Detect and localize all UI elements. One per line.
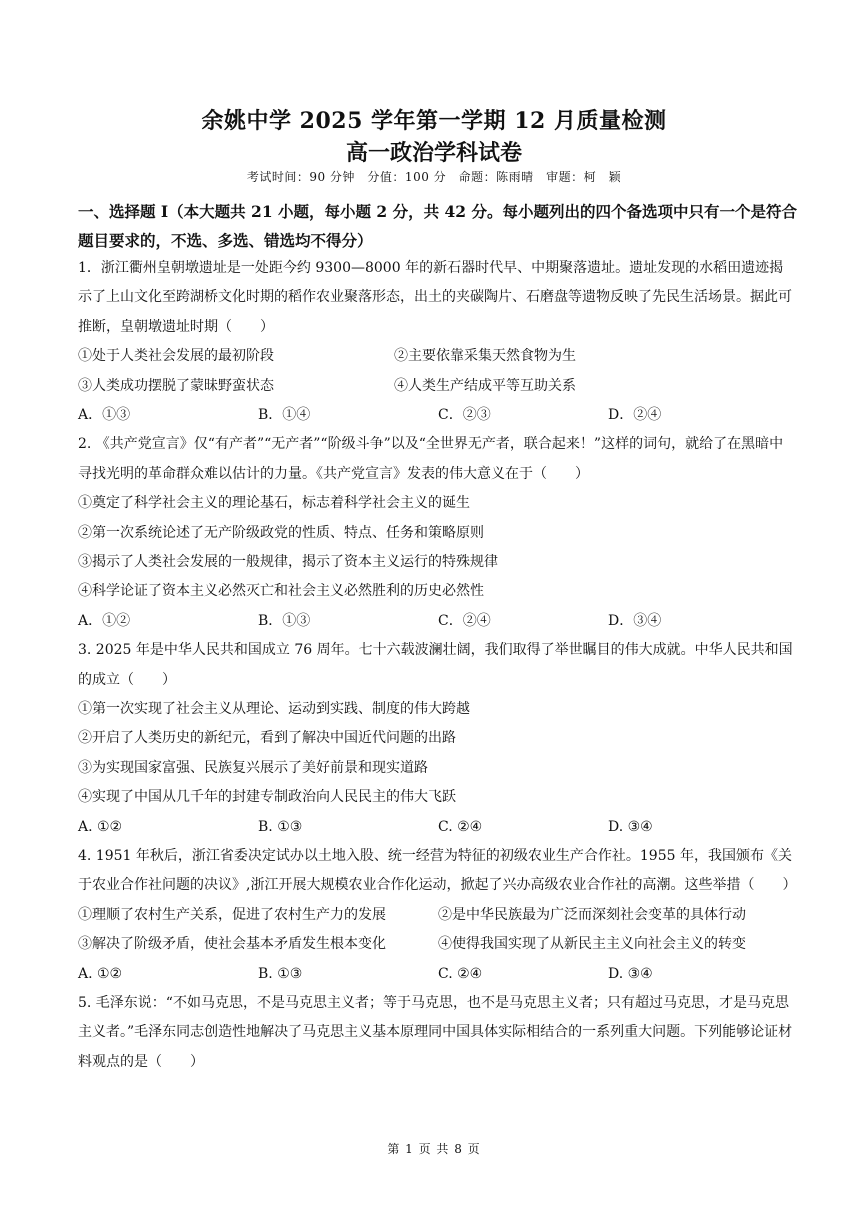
question-2-stem: 2. 《共产党宣言》仅“有产者”“无产者”“阶级斗争”以及“全世界无产者，联合起来！”这样的词句，就给了在黑暗中寻找光明的革命群众难以估计的力量。《共产党宣言》发表的伟大意义在于（ ） [78,436,784,482]
question-4-option-1: ①理顺了农村生产关系，促进了农村生产力的发展 [78,906,386,923]
choice-a: A．①② [78,612,131,629]
question-3-option-1: ①第一次实现了社会主义从理论、运动到实践、制度的伟大跨越 [78,700,470,717]
question-2-option-4: ④科学论证了资本主义必然灭亡和社会主义必然胜利的历史必然性 [78,583,484,600]
question-1-option-3: ③人类成功摆脱了蒙昧野蛮状态 [78,377,274,394]
question-1-option-2: ②主要依靠采集天然食物为生 [394,348,576,365]
question-3-option-2: ②开启了人类历史的新纪元，看到了解决中国近代问题的出路 [78,730,456,747]
question-4-options-row-2 [78,930,793,959]
question-2-option-1: ①奠定了科学社会主义的理论基石，标志着科学社会主义的诞生 [78,495,470,512]
questions [78,254,797,1077]
question-1-choices [78,401,793,430]
question-4-option-2: ②是中华民族最为广泛而深刻社会变革的具体行动 [438,906,746,923]
choice-a: A. ①② [78,818,123,835]
question-4-option-4: ④使得我国实现了从新民主主义向社会主义的转变 [438,936,746,953]
question-1-option-1: ①处于人类社会发展的最初阶段 [78,348,274,365]
exam-meta: 考试时间：90 分钟 分值：100 分 命题：陈雨晴 审题：柯 颖 [246,170,622,184]
choice-d: D. ③④ [608,818,653,835]
choice-b: B. ①③ [258,965,303,982]
question-2-option-3: ③揭示了人类社会发展的一般规律，揭示了资本主义运行的特殊规律 [78,553,498,570]
section-heading: 一、选择题 I（本大题共 21 小题，每小题 2 分，共 42 分。每小题列出的四个备选项中只有一个是符合题目要求的，不选、多选、错选均不得分） [78,202,797,250]
exam-title: 余姚中学 2025 学年第一学期 12 月质量检测 [201,108,667,134]
question-3-stem: 3. 2025 年是中华人民共和国成立 76 周年。七十六载波澜壮阔，我们取得了举世瞩目的伟大成就。中华人民共和国的成立（ ） [78,642,793,688]
question-1-stem: 1．浙江衢州皇朝墩遗址是一处距今约 9300—8000 年的新石器时代早、中期聚落遗址。遗址发现的水稻田遗迹揭示了上山文化至跨湖桥文化时期的稻作农业聚落形态，出土的夹碳陶片、石磨盘等遗物反映了先民生活场景。据此可推断，皇朝墩遗址时期（ ） [78,260,792,335]
choice-a: A．①③ [78,407,131,423]
question-1-options-row-1 [78,342,793,371]
choice-b: B. ①③ [258,818,303,835]
choice-b: B．①③ [258,612,311,629]
choice-b: B．①④ [258,407,311,423]
question-4-option-3: ③解决了阶级矛盾，使社会基本矛盾发生根本变化 [78,936,386,953]
question-2-choices [78,607,793,636]
choice-c: C. ②④ [438,965,483,982]
page-number: 第 1 页 共 8 页 [387,1142,481,1156]
question-3-option-3: ③为实现国家富强、民族复兴展示了美好前景和现实道路 [78,759,428,776]
question-4-choices [78,960,793,989]
question-1-options-row-2 [78,372,793,401]
question-4-options-row-1 [78,901,793,930]
question-4-stem: 4. 1951 年秋后，浙江省委决定试办以土地入股、统一经营为特征的初级农业生产合作社。1955 年，我国颁布《关于农业合作社问题的决议》,浙江开展大规模农业合作化运动，掀起了兴办高级农业合作社的高潮。这些举措（ ） [78,847,797,894]
choice-d: D．③④ [608,612,662,629]
choice-c: C．②③ [438,407,491,423]
question-5-stem: 5. 毛泽东说：“不如马克思，不是马克思主义者；等于马克思，也不是马克思主义者；只有超过马克思，才是马克思主义者。”毛泽东同志创造性地解决了马克思主义基本原理同中国具体实际相结合的一系列重大问题。下列能够论证材料观点的是（ ） [78,994,793,1070]
choice-c: C．②④ [438,612,491,629]
exam-subtitle: 高一政治学科试卷 [345,140,522,166]
choice-d: D．②④ [608,407,662,423]
question-1-option-4: ④人类生产结成平等互助关系 [394,377,576,394]
choice-d: D. ③④ [608,965,653,982]
question-3-option-4: ④实现了中国从几千年的封建专制政治向人民民主的伟大飞跃 [78,789,456,806]
choice-c: C. ②④ [438,818,483,835]
question-3-choices [78,813,793,842]
choice-a: A. ①② [78,965,123,982]
question-2-option-2: ②第一次系统论述了无产阶级政党的性质、特点、任务和策略原则 [78,524,484,541]
